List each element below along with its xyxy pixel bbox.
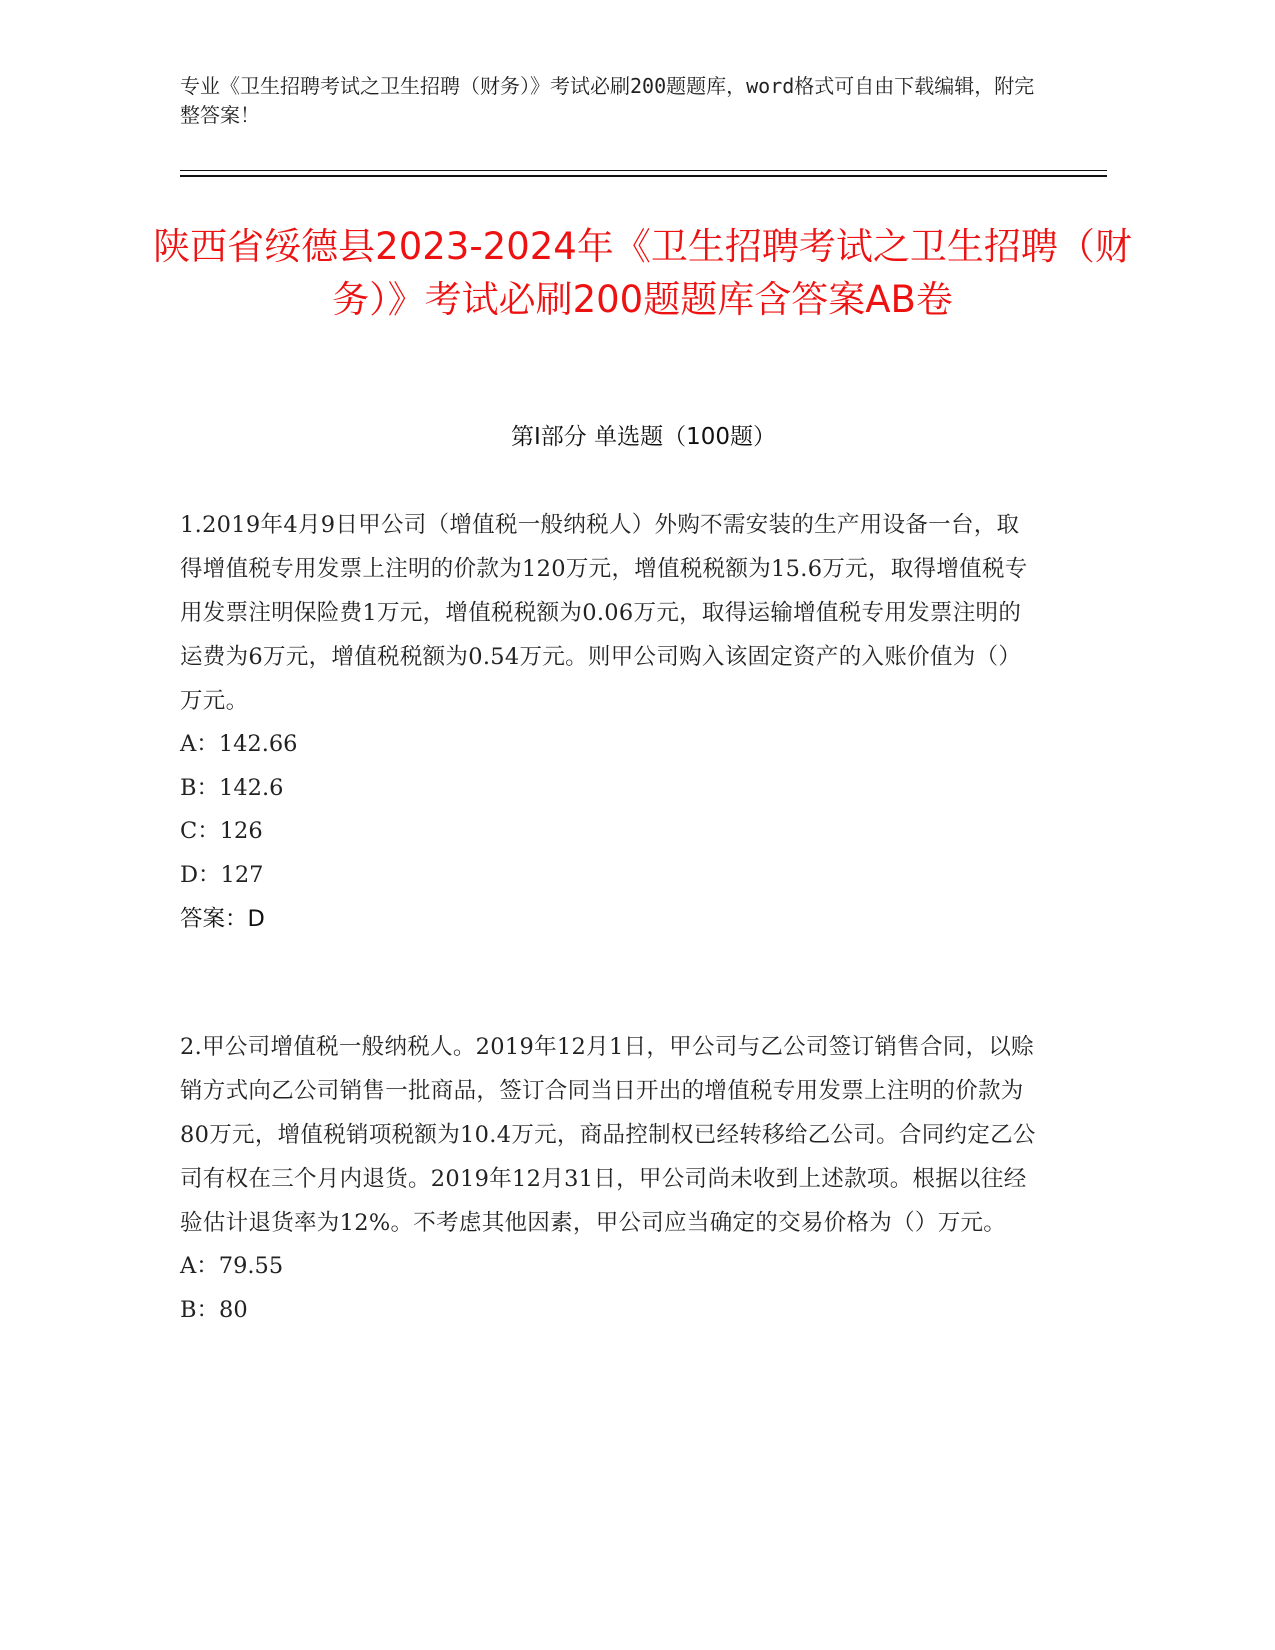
- option-a: A：142.66: [180, 731, 298, 757]
- option-d: D：127: [180, 861, 264, 888]
- document-title: 陕西省绥德县2023-2024年《卫生招聘考试之卫生招聘（财务）》考试必刷200题题库含答案AB卷: [153, 225, 1132, 321]
- question-text: 2.甲公司增值税一般纳税人。2019年12月1日，甲公司与乙公司签订销售合同，以赊销方式向乙公司销售一批商品，签订合同当日开出的增值税专用发票上注明的价款为80万元，增值税销项税额为10.4万元，商品控制权已经转移给乙公司。合同约定乙公司有权在三个月内退货。2019年12月31日，甲公司尚未收到上述款项。根据以往经验估计退货率为12%。不考虑其他因素，甲公司应当确定的交易价格为（）万元。: [180, 1034, 1036, 1236]
- option-a: A：79.55: [180, 1253, 284, 1279]
- option-b: B：80: [180, 1296, 248, 1323]
- option-b: B：142.6: [180, 774, 284, 801]
- question-1: [180, 503, 1040, 941]
- answer: 答案：D: [180, 906, 265, 932]
- section-title: 第Ⅰ部分 单选题（100题）: [511, 424, 776, 450]
- header-rule-thick: [180, 175, 1107, 177]
- question-2: [180, 1025, 1040, 1332]
- header-note: 专业《卫生招聘考试之卫生招聘（财务）》考试必刷200题题库，word格式可自由下载编辑，附完整答案！: [180, 74, 1035, 127]
- question-text: 1.2019年4月9日甲公司（增值税一般纳税人）外购不需安装的生产用设备一台，取得增值税专用发票上注明的价款为120万元，增值税税额为15.6万元，取得增值税专用发票注明保险费1万元，增值税税额为0.06万元，取得运输增值税专用发票注明的运费为6万元，增值税税额为0.54万元。则甲公司购入该固定资产的入账价值为（）万元。: [180, 512, 1028, 714]
- header-rule-thin: [180, 170, 1107, 171]
- option-c: C：126: [180, 818, 263, 844]
